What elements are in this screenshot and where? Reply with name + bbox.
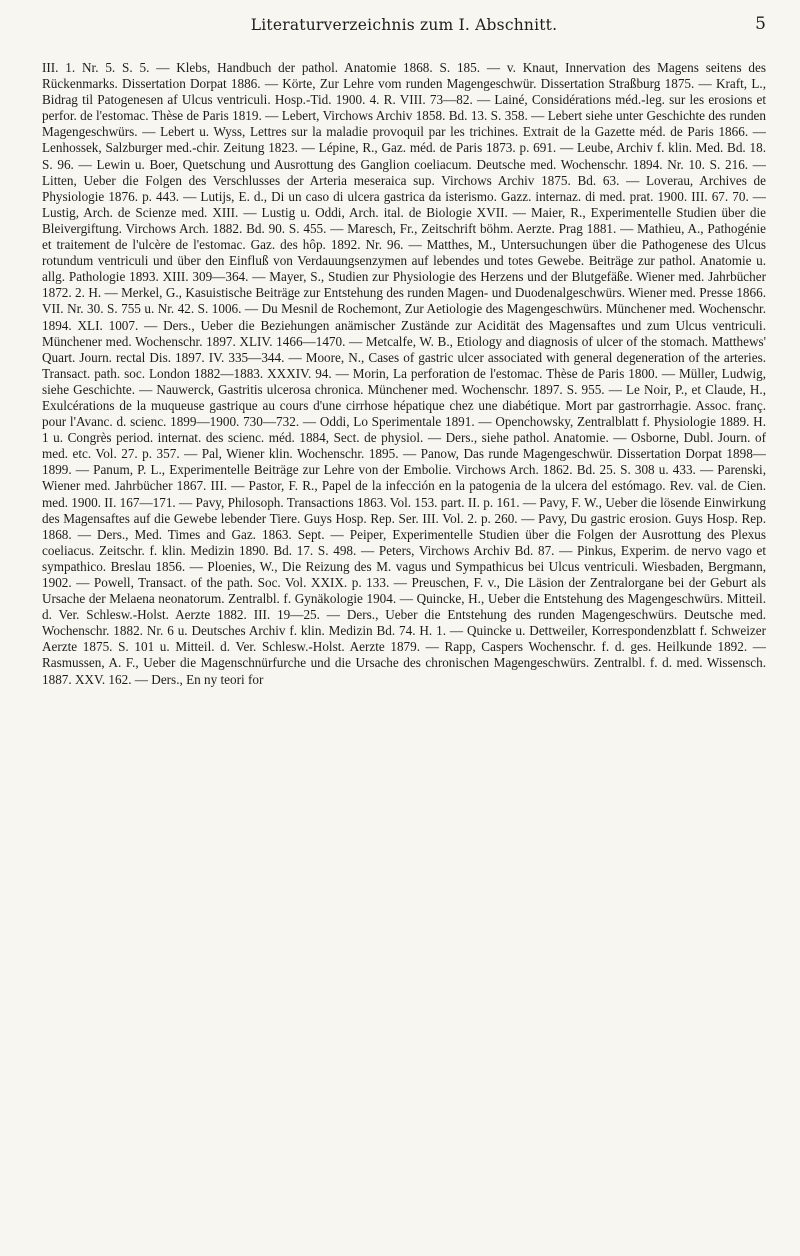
running-header (42, 0, 766, 58)
page-number: 5 (755, 14, 766, 34)
bibliography-text: III. 1. Nr. 5. S. 5. — Klebs, Handbuch der pathol. Anatomie 1868. S. 185. — v. Knaut, Innervation des Magens seitens des Rückenmarks. Dissertation Dorpat 1886. — Körte, Zur Lehre vom runden Magengeschwür. Dissertation Straßburg 1875. — Kraft, L., Bidrag til Patogenesen af Ulcus ventriculi. Hosp.-Tid. 1900. 4. R. VIII. 73—82. — Lainé, Considérations méd.-leg. sur les erosions et perfor. de l'estomac. Thèse de Paris 1819. — Lebert, Virchows Archiv 1858. Bd. 13. S. 358. — Lebert siehe unter Geschichte des runden Magengeschwürs. — Lebert u. Wyss, Lettres sur la maladie provoquil par les trichines. Extrait de la Gazette méd. de Paris 1866. — Lenhossek, Salzburger med.-chir. Zeitung 1823. — Lépine, R., Gaz. méd. de Paris 1873. p. 691. — Leube, Archiv f. klin. Med. Bd. 18. S. 96. — Lewin u. Boer, Quetschung und Ausrottung des Ganglion coeliacum. Deutsche med. Wochenschr. 1894. Nr. 10. S. 216. — Litten, Ueber die Folgen des Verschlusses der Arteria meseraica sup. Virchows Archiv 1875. Bd. 63. — Loverau, Archives de Physiologie 1876. p. 443. — Lutijs, E. d., Di un caso di ulcera gastrica da isterismo. Gazz. internaz. di med. prat. 1900. III. 67. 70. — Lustig, Arch. de Scienze med. XIII. — Lustig u. Oddi, Arch. ital. de Biologie XVII. — Maier, R., Experimentelle Studien über die Bleivergiftung. Virchows Arch. 1882. Bd. 90. S. 455. — Maresch, Fr., Zeitschrift böhm. Aerzte. Prag 1881. — Mathieu, A., Pathogénie et traitement de l'ulcère de l'estomac. Gaz. des hôp. 1892. Nr. 96. — Matthes, M., Untersuchungen über die Pathogenese des Ulcus rotundum ventriculi und über den Einfluß von Verdauungsenzymen auf lebendes und totes Gewebe. Beiträge zur pathol. Anatomie u. allg. Pathologie 1893. XIII. 309—364. — Mayer, S., Studien zur Physiologie des Herzens und der Blutgefäße. Wiener med. Jahrbücher 1872. 2. H. — Merkel, G., Kasuistische Beiträge zur Entstehung des runden Magen- und Duodenalgeschwürs. Wiener med. Presse 1866. VII. Nr. 30. S. 755 u. Nr. 42. S. 1006. — Du Mesnil de Rochemont, Zur Aetiologie des Magengeschwürs. Münchener med. Wochenschr. 1894. XLI. 1007. — Ders., Ueber die Beziehungen anämischer Zustände zur Acidität des Magensaftes und zum Ulcus ventriculi. Münchener med. Wochenschr. 1897. XLIV. 1466—1470. — Metcalfe, W. B., Etiology and diagnosis of ulcer of the stomach. Matthews' Quart. Journ. rectal Dis. 1897. IV. 335—344. — Moore, N., Cases of gastric ulcer associated with general degeneration of the arteries. Transact. path. soc. London 1882—1883. XXXIV. 94. — Morin, La perforation de l'estomac. Thèse de Paris 1800. — Müller, Ludwig, siehe Geschichte. — Nauwerck, Gastritis ulcerosa chronica. Münchener med. Wochenschr. 1897. S. 955. — Le Noir, P., et Claude, H., Exulcérations de la muqueuse gastrique au cours d'une cirrhose hépatique chez une diabétique. Mort par gastrorrhagie. Assoc. franç. pour l'Avanc. d. scienc. 1899—1900. 730—732. — Oddi, Lo Sperimentale 1891. — Openchowsky, Zentralblatt f. Physiologie 1889. H. 1 u. Congrès period. internat. des scienc. méd. 1884, Sect. de physiol. — Ders., siehe pathol. Anatomie. — Osborne, Dubl. Journ. of med. etc. Vol. 27. p. 357. — Pal, Wiener klin. Wochenschr. 1895. — Panow, Das runde Magengeschwür. Dissertation Dorpat 1898—1899. — Panum, P. L., Experimentelle Beiträge zur Lehre von der Embolie. Virchows Arch. 1862. Bd. 25. S. 308 u. 433. — Parenski, Wiener med. Jahrbücher 1867. III. — Pastor, F. R., Papel de la infección en la patogenia de la ulcera del estómago. Rev. val. de Cien. med. 1900. II. 167—171. — Pavy, Philosoph. Transactions 1863. Vol. 153. part. II. p. 161. — Pavy, F. W., Ueber die lösende Einwirkung des Magensaftes auf die Gewebe lebender Tiere. Guys Hosp. Rep. Ser. III. Vol. 2. p. 260. — Pavy, Du gastric erosion. Guys Hosp. Rep. 1868. — Ders., Med. Times and Gaz. 1863. Sept. — Peiper, Experimentelle Studien über die Folgen der Ausrottung des Plexus coeliacus. Zeitschr. f. klin. Medizin 1890. Bd. 17. S. 498. — Peters, Virchows Archiv Bd. 87. — Pinkus, Experim. de nervo vago et sympathico. Breslau 1856. — Ploenies, W., Die Reizung des M. vagus und Sympathicus bei Ulcus ventriculi. Wiesbaden, Bergmann, 1902. — Powell, Transact. of the path. Soc. Vol. XXIX. p. 133. — Preuschen, F. v., Die Läsion der Zentralorgane bei der Geburt als Ursache der Melaena neonatorum. Zentralbl. f. Gynäkologie 1904. — Quincke, H., Ueber die Entstehung des Magengeschwürs. Mitteil. d. Ver. Schlesw.-Holst. Aerzte 1882. III. 19—25. — Ders., Ueber die Entstehung des runden Magengeschwürs. Deutsche med. Wochenschr. 1882. Nr. 6 u. Deutsches Archiv f. klin. Medizin Bd. 74. H. 1. — Quincke u. Dettweiler, Korrespondenzblatt f. Schweizer Aerzte 1875. S. 101 u. Mitteil. d. Ver. Schlesw.-Holst. Aerzte 1879. — Rapp, Caspers Wochenschr. f. d. ges. Heilkunde 1892. — Rasmussen, A. F., Ueber die Magenschnürfurche und die Ursache des chronischen Magengeschwürs. Zentralbl. f. d. med. Wissensch. 1887. XXV. 162. — Ders., En ny teori for (42, 60, 766, 687)
running-head-title: Literaturverzeichnis zum I. Abschnitt. (250, 16, 558, 34)
document-page (42, 0, 766, 1256)
